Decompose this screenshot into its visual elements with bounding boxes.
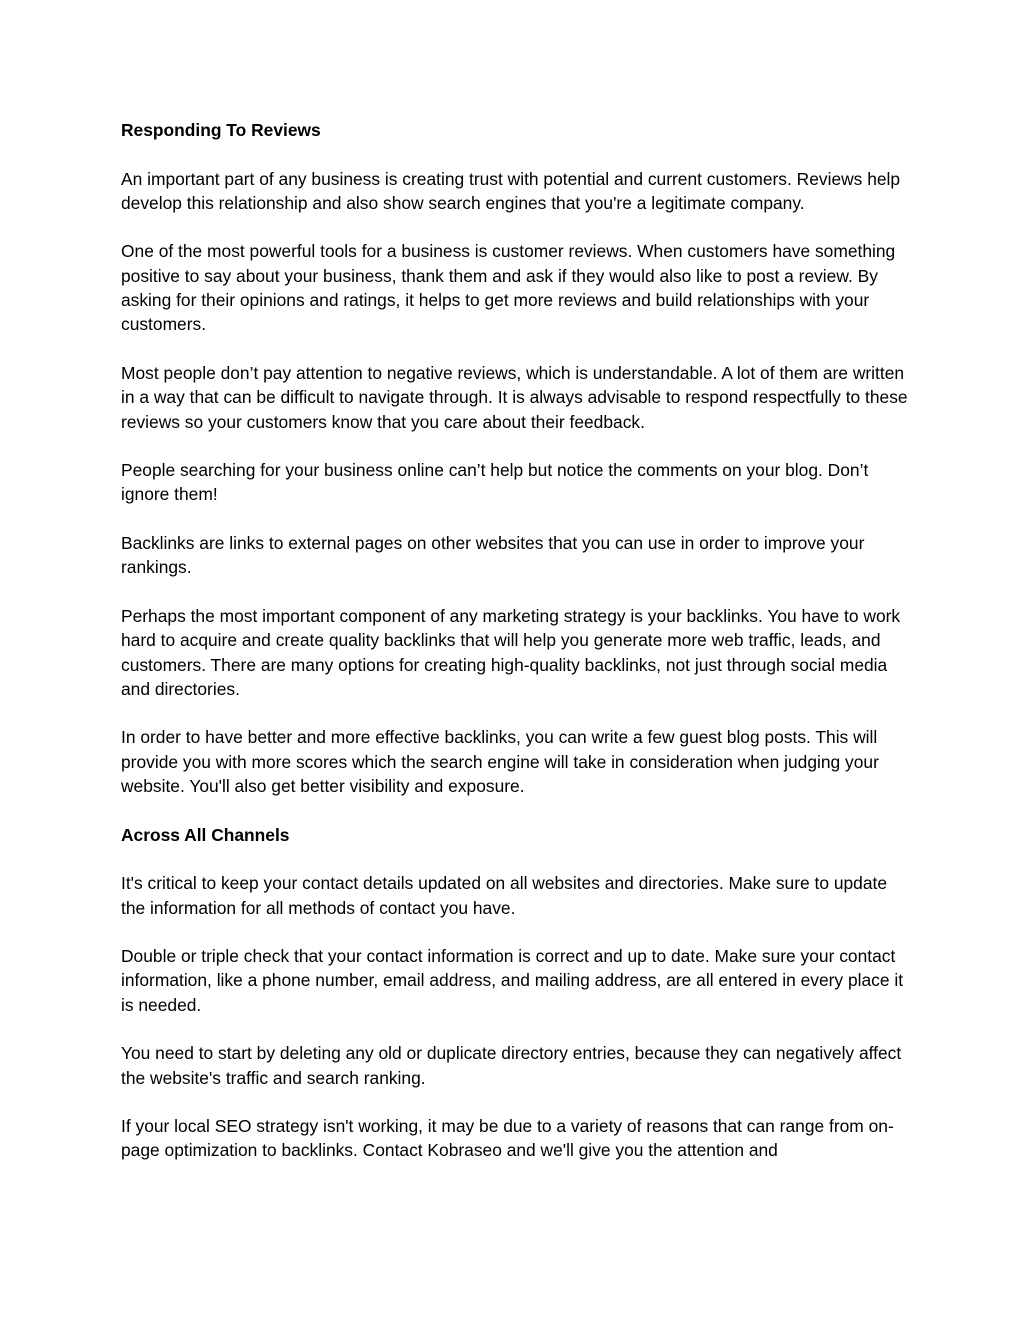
- paragraph: One of the most powerful tools for a business is customer reviews. When customers have something positive to say about your business, thank them and ask if they would also like to post a review. By asking for their opinions and ratings, it helps to get more reviews and build relationships with your customers.: [121, 241, 896, 335]
- section-heading-responding-to-reviews: Responding To Reviews: [121, 120, 321, 140]
- paragraph: An important part of any business is creating trust with potential and current customers. Reviews help develop this relationship and also show search engines that you're a legitimate company.: [121, 168, 901, 213]
- paragraph: Most people don’t pay attention to negative reviews, which is understandable. A lot of them are written in a way that can be difficult to navigate through. It is always advisable to respond respectfully to these reviews so your customers know that you care about their feedback.: [121, 362, 908, 432]
- paragraph: It's critical to keep your contact details updated on all websites and directories. Make sure to update the information for all methods of contact you have.: [121, 873, 888, 918]
- document-body: [121, 118, 911, 1187]
- paragraph: You need to start by deleting any old or duplicate directory entries, because they can negatively affect the website's traffic and search ranking.: [121, 1043, 902, 1088]
- section-heading-across-all-channels: Across All Channels: [121, 824, 290, 845]
- paragraph: In order to have better and more effective backlinks, you can write a few guest blog posts. This will provide you with more scores which the search engine will take in consideration when judging your website. You'll also get better visibility and exposure.: [121, 727, 879, 797]
- paragraph: Perhaps the most important component of any marketing strategy is your backlinks. You have to work hard to acquire and create quality backlinks that will help you generate more web traffic, leads, and customers. There are many options for creating high-quality backlinks, not just through social media and directories.: [121, 605, 901, 699]
- paragraph: Backlinks are links to external pages on other websites that you can use in order to improve your rankings.: [121, 533, 865, 578]
- paragraph: Double or triple check that your contact information is correct and up to date. Make sure your contact information, like a phone number, email address, and mailing address, are all entered in every place it is needed.: [121, 946, 904, 1015]
- paragraph: People searching for your business online can’t help but notice the comments on your blog. Don’t ignore them!: [121, 460, 869, 505]
- paragraph: If your local SEO strategy isn't working, it may be due to a variety of reasons that can range from on-page optimization to backlinks. Contact Kobraseo and we'll give you the attention and: [121, 1116, 894, 1161]
